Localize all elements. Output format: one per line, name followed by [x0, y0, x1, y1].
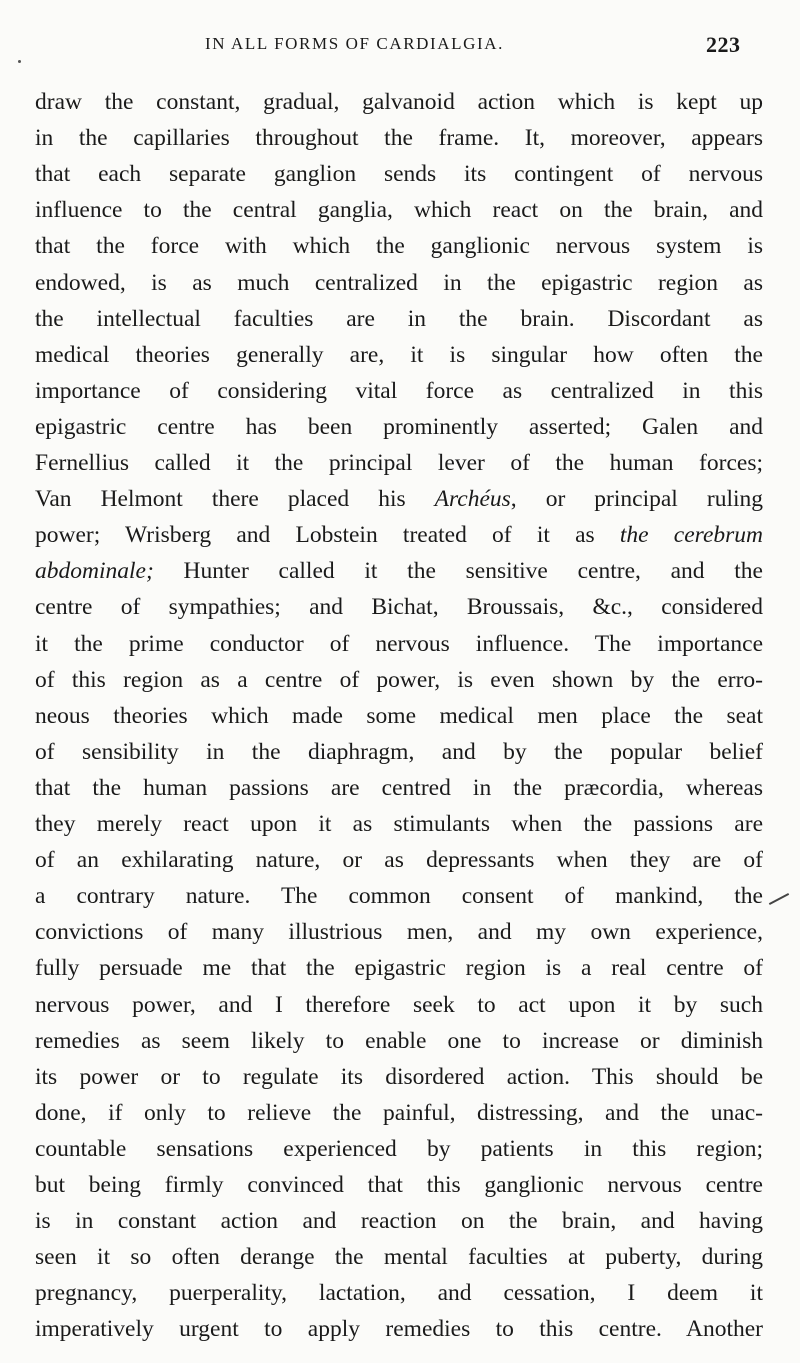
text-line: that the human passions are centred in the præcordia, whereas — [35, 774, 763, 801]
text-line: seen it so often derange the mental faculties at puberty, during — [35, 1244, 763, 1271]
text-line: medical theories generally are, it is singular how often the — [35, 341, 763, 368]
text-line: power; Wrisberg and Lobstein treated of it as the cerebrum — [35, 522, 763, 549]
ink-speck — [18, 60, 21, 63]
text-line: fully persuade me that the epigastric region is a real centre of — [35, 955, 763, 982]
text-line: countable sensations experienced by patients in this region; — [35, 1135, 763, 1162]
text-line: its power or to regulate its disordered action. This should be — [35, 1063, 763, 1090]
text-line: a contrary nature. The common consent of mankind, the — [35, 883, 763, 910]
text-line: importance of considering vital force as centralized in this — [35, 377, 763, 404]
text-line: but being firmly convinced that this ganglionic nervous centre — [35, 1172, 763, 1198]
text-line: they merely react upon it as stimulants when the passions are — [35, 811, 763, 837]
page-number: 223 — [706, 32, 741, 57]
text-line: the intellectual faculties are in the brain. Discordant as — [35, 305, 763, 332]
text-line: imperatively urgent to apply remedies to this centre. Another — [35, 1316, 763, 1343]
page-header — [0, 32, 800, 62]
text-line: draw the constant, gradual, galvanoid action which is kept up — [35, 89, 763, 115]
text-line: done, if only to relieve the painful, distressing, and the unac- — [35, 1099, 763, 1126]
text-line: pregnancy, puerperality, lactation, and cessation, I deem it — [35, 1280, 763, 1307]
text-line: of an exhilarating nature, or as depressants when they are of — [35, 847, 763, 874]
text-line: endowed, is as much centralized in the epigastric region as — [35, 269, 763, 296]
text-line: epigastric centre has been prominently asserted; Galen and — [35, 413, 763, 440]
text-line: centre of sympathies; and Bichat, Broussais, &c., considered — [35, 594, 763, 621]
running-head: IN ALL FORMS OF CARDIALGIA. — [205, 34, 505, 53]
text-line: abdominale; Hunter called it the sensitive centre, and the — [35, 558, 763, 585]
text-line: of sensibility in the diaphragm, and by the popular belief — [35, 738, 763, 765]
text-line: nervous power, and I therefore seek to act upon it by such — [35, 991, 763, 1018]
text-line: influence to the central ganglia, which react on the brain, and — [35, 197, 763, 224]
text-line: neous theories which made some medical men place the seat — [35, 702, 763, 729]
text-line: remedies as seem likely to enable one to increase or diminish — [35, 1027, 763, 1054]
text-line: in the capillaries throughout the frame. It, moreover, appears — [35, 125, 763, 152]
text-line: Fernellius called it the principal lever of the human forces; — [35, 450, 763, 476]
text-line: Van Helmont there placed his Archéus, or principal ruling — [35, 486, 763, 513]
margin-pencil-mark — [769, 893, 789, 905]
text-line: that each separate ganglion sends its contingent of nervous — [35, 161, 763, 188]
text-line: it the prime conductor of nervous influence. The importance — [35, 630, 763, 657]
text-line: that the force with which the ganglionic nervous system is — [35, 233, 763, 260]
text-line: convictions of many illustrious men, and my own experience, — [35, 919, 763, 946]
text-line: is in constant action and reaction on the brain, and having — [35, 1208, 763, 1235]
text-line: of this region as a centre of power, is even shown by the erro- — [35, 666, 763, 693]
